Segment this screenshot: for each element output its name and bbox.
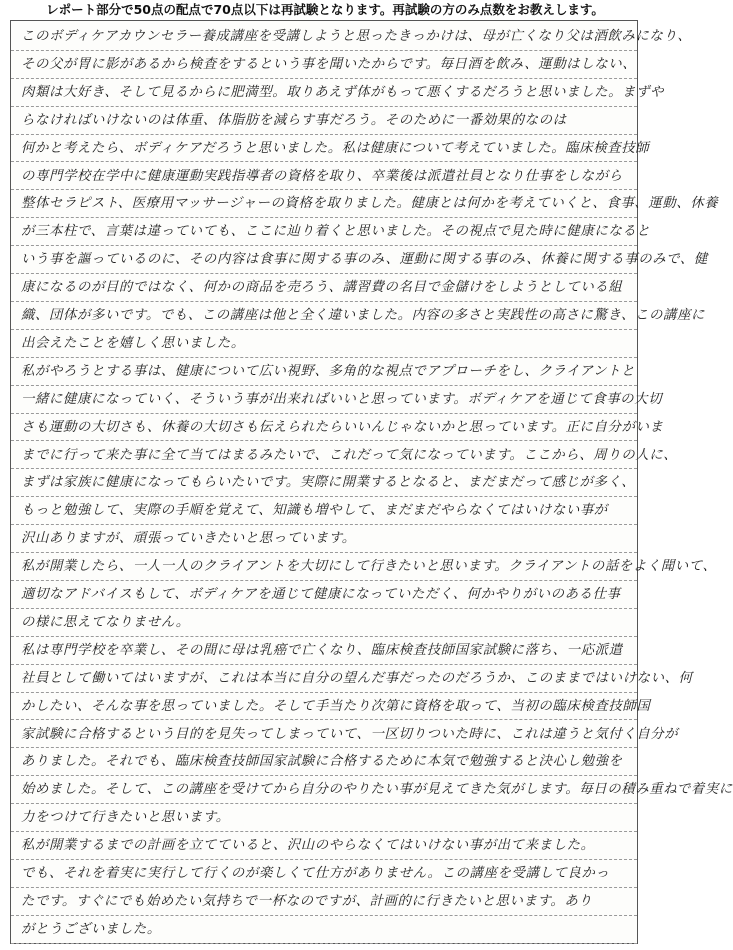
essay-line: 織、団体が多いです。でも、この講座は他と全く違いました。内容の多さと実践性の高さに驚き、この講座に xyxy=(11,302,637,330)
essay-line: さも運動の大切さも、休養の大切さも伝えられたらいいんじゃないかと思っています。正に自分がいま xyxy=(11,414,637,442)
essay-line: がとうございました。 xyxy=(11,916,637,944)
essay-line: までに行って来た事に全て当てはまるみたいで、これだって気になっています。ここから、周りの人に、 xyxy=(11,442,637,470)
essay-line: 整体セラピスト、医療用マッサージャーの資格を取りました。健康とは何かを考えていくと、食事、運動、休養 xyxy=(11,190,637,218)
essay-line: 始めました。そして、この講座を受けてから自分のやりたい事が見えてきた気がします。毎日の積み重ねで着実に xyxy=(11,776,637,804)
essay-line: もっと勉強して、実際の手順を覚えて、知識も増やして、まだまだやらなくてはいけない事が xyxy=(11,497,637,525)
essay-line: その父が胃に影があるから検査をするという事を聞いたからです。毎日酒を飲み、運動はしない、 xyxy=(11,51,637,79)
essay-sheet xyxy=(10,20,733,944)
essay-line: 康になるのが目的ではなく、何かの商品を売ろう、講習費の名目で金儲けをしようとしている組 xyxy=(11,274,637,302)
essay-line: かしたい、そんな事を思っていました。そして手当たり次第に資格を取って、当初の臨床検査技師国 xyxy=(11,693,637,721)
essay-line: たです。すぐにでも始めたい気持ちで一杯なのですが、計画的に行きたいと思います。あり xyxy=(11,888,637,916)
essay-line: まずは家族に健康になってもらいたいです。実際に開業するとなると、まだまだって感じが多く、 xyxy=(11,469,637,497)
essay-line: 力をつけて行きたいと思います。 xyxy=(11,804,637,832)
essay-line: 私が開業したら、一人一人のクライアントを大切にして行きたいと思います。クライアントの話をよく聞いて、 xyxy=(11,553,637,581)
essay-line: 適切なアドバイスもして、ボディケアを通じて健康になっていただく、何かやりがいのある仕事 xyxy=(11,581,637,609)
essay-line: が三本柱で、言葉は違っていても、ここに辿り着くと思いました。その視点で見た時に健康になると xyxy=(11,218,637,246)
essay-line: 私が開業するまでの計画を立てていると、沢山のやらなくてはいけない事が出て来ました。 xyxy=(11,832,637,860)
essay-line: の様に思えてなりません。 xyxy=(11,609,637,637)
essay-line: 何かと考えたら、ボディケアだろうと思いました。私は健康について考えていました。臨床検査技師 xyxy=(11,135,637,163)
essay-line: このボディケアカウンセラー養成講座を受講しようと思ったきっかけは、母が亡くなり父は酒飲みになり、 xyxy=(11,23,637,51)
essay-line: ありました。それでも、臨床検査技師国家試験に合格するために本気で勉強すると決心し勉強を xyxy=(11,748,637,776)
essay-line: 沢山ありますが、頑張っていきたいと思っています。 xyxy=(11,525,637,553)
page-notice: レポート部分で50点の配点で70点以下は再試験となります。再試験の方のみ点数をお教えします。 xyxy=(46,2,604,17)
essay-line: 出会えたことを嬉しく思いました。 xyxy=(11,330,637,358)
essay-line: 社員として働いてはいますが、これは本当に自分の望んだ事だったのだろうか、このままではいけない、何 xyxy=(11,665,637,693)
essay-line: 肉類は大好き、そして見るからに肥満型。取りあえず体がもって悪くするだろうと思いました。まずや xyxy=(11,79,637,107)
essay-line: いう事を謳っているのに、その内容は食事に関する事のみ、運動に関する事のみ、休養に関する事のみで、健 xyxy=(11,246,637,274)
essay-line: の専門学校在学中に健康運動実践指導者の資格を取り、卒業後は派遣社員となり仕事をしながら xyxy=(11,163,637,191)
essay-line: らなければいけないのは体重、体脂肪を減らす事だろう。そのために一番効果的なのは xyxy=(11,107,637,135)
essay-line: 私がやろうとする事は、健康について広い視野、多角的な視点でアプローチをし、クライアントと xyxy=(11,358,637,386)
essay-line: 私は専門学校を卒業し、その間に母は乳癌で亡くなり、臨床検査技師国家試験に落ち、一応派遣 xyxy=(11,637,637,665)
essay-line: 一緒に健康になっていく、そういう事が出来ればいいと思っています。ボディケアを通じて食事の大切 xyxy=(11,386,637,414)
essay-line: でも、それを着実に実行して行くのが楽しくて仕方がありません。この講座を受講して良かっ xyxy=(11,860,637,888)
essay-line: 家試験に合格するという目的を見失ってしまっていて、一区切りついた時に、これは違うと気付く自分が xyxy=(11,721,637,749)
